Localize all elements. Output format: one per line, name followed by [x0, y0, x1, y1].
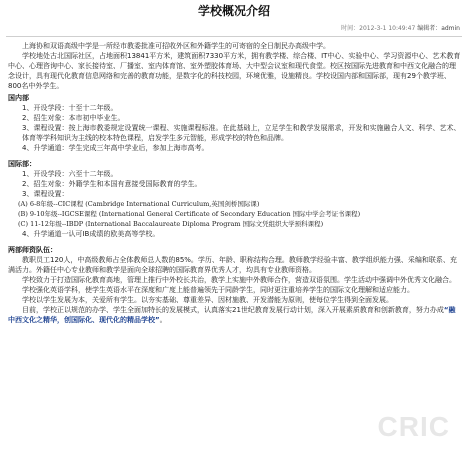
international-item: 1、开设学段：六至十二年级。 — [22, 170, 118, 178]
international-item: 2、招生对象：外籍学生和本国有意接受国际教育的学生。 — [22, 180, 202, 188]
closing-suffix: 。 — [159, 316, 167, 324]
course-a: (A) 6-8年级--CIC课程 (Cambridge International Curriculum,英国剑桥国际课) — [18, 200, 260, 208]
intro-paragraph-1: 上海协和双语高级中学是一所经市教委批准可招收外区和外籍学生的可寄宿的全日制民办高级中学。 — [22, 42, 330, 50]
domestic-item: 1、开设学段：十至十二年级。 — [22, 104, 118, 112]
teachers-paragraph: 教职员工120人，中高级教师占全体教师总人数的85%。学历、年龄、职称结构合理。教师教学经验丰富、教学组织能力强、采编和联系、充满活力。外籍任中心专业教师和教学是面向全球招聘的国际教育界优秀人才，均具有专业教师资格。 — [8, 256, 457, 274]
divider — [6, 36, 462, 37]
domestic-item: 4、升学通道：学生完成三年高中学业后，参加上海市高考。 — [22, 144, 209, 152]
teachers-paragraph: 学校致力于打造国际化教育高地，管理上推行中外校长共治，教学上实施中外教师合作，营造双语氛围。学生活动中强调中外优秀文化融合。 — [22, 276, 456, 284]
international-heading: 国际部： — [8, 160, 36, 168]
international-item: 3、课程设置： — [22, 190, 69, 198]
publish-time: 时间：2012-3-1 10:49:47 — [341, 25, 416, 32]
course-c: (C) 11-12年级--IBDP (International Baccalaureate Diploma Program 国际文凭组织大学预科课程) — [18, 220, 324, 228]
intro-paragraph-2: 学校地处古北国际社区，占地面积13841平方米，建筑面积7330平方米，拥有教学楼、综合楼、IT中心、实验中心、学习资源中心、艺术教育中心、心理咨询中心、家长接待室、厂播室、室内体育馆、室外塑胶体育场、大中型会议室和现代食堂。校区按国际先进教育和中西文化融合的理念设计，具有现代化教育信息网络和完善的教育功能，是数字化的科技校园，环境优雅，设施精良。学校设国内部和国际部，现有29个教学班、800名中外学生。 — [8, 52, 461, 90]
closing-prefix: 目前，学校正以规范的办学、学生全面加特长的发展模式，认真落实21世纪教育发展行动计划，深入开展素质教育和创新教育，努力办成 — [22, 306, 444, 314]
teachers-paragraph: 学校以学生发展为本，关爱所有学生。以夯实基础、尊重差异、因材施教、开发潜能为原则，使每位学生得到全面发展。 — [22, 296, 393, 304]
article-meta — [0, 24, 460, 33]
page-title: 学校概况介绍 — [197, 4, 270, 18]
school-motto: “融中西文化之精华，创国际化、现代化的精品学校” — [8, 306, 456, 324]
editor: 编辑者：admin — [417, 25, 460, 32]
course-b: (B) 9-10年级--IGCSE课程 (International General Certificate of Secondary Education 国际中学会考证书课程) — [18, 210, 361, 218]
domestic-item: 2、招生对象：本市初中毕业生。 — [22, 114, 125, 122]
international-item: 4、升学通道一认可IB成绩的欧美高等学校。 — [22, 230, 160, 238]
closing-paragraph — [8, 305, 462, 325]
teachers-heading: 两部师资队伍： — [8, 246, 57, 254]
article-body — [0, 41, 468, 325]
domestic-heading: 国内部 — [8, 94, 29, 102]
teachers-paragraph: 学校强化英语学科，使学生英语水平在深度和广度上能普遍领先于同龄学生，同时更注重培养学生的国际文化理解和适应能力。 — [22, 286, 414, 294]
watermark-logo: CRIC — [377, 411, 450, 442]
domestic-item: 3、课程设置：按上海市教委规定设置统一课程、实施课程标准。在此基础上，立足学生和教学发展需求，开发和实施融合人文、科学、艺术、体育等学科知识为主线的校本特色课程，启发学生多元智能，形成学校的特色和品牌。 — [22, 124, 461, 142]
